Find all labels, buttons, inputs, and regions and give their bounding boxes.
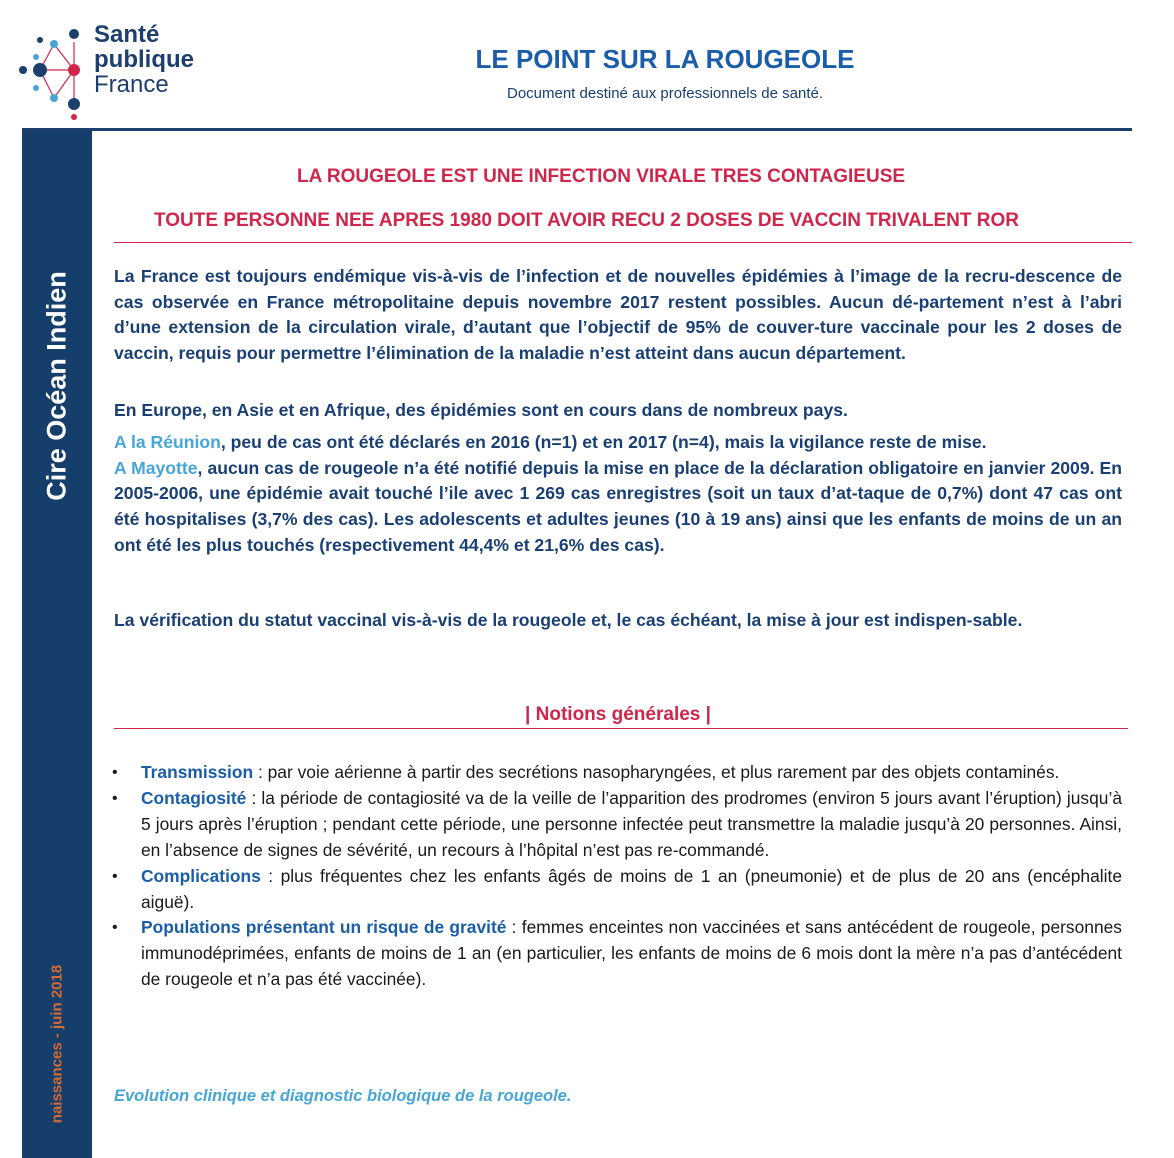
list-item: [108, 864, 1122, 916]
sidebar-title: [22, 250, 92, 522]
header-divider: [22, 128, 1132, 131]
clinical-evolution-link[interactable]: [114, 1087, 571, 1106]
logo-line-2: publique: [94, 46, 194, 73]
mayotte-text: , aucun cas de rougeole n’a été notifié depuis la mise en place de la déclaration obligatoire en janvier 2009. En 2005-2006, une épidémie avait touché l’ile avec 1 269 cas enregistres (soit un taux d’at-taque de 0,7%) dont 47 cas ont été hospitalises (3,7% des cas). Les adolescents et adultes jeunes (10 à 19 ans) ainsi que les enfants de moins de un an ont été les plus touchés (respectivement 44,4% et 21,6% des cas).: [114, 457, 1123, 555]
notion-term: Transmission: [141, 762, 254, 782]
logo-dots-icon: [18, 22, 88, 122]
list-item: [108, 760, 1122, 786]
logo-wordmark: [94, 22, 194, 97]
headline-divider: [114, 242, 1132, 243]
sidebar-title-text: Cire Océan Indien: [41, 271, 72, 501]
bullet-icon: •: [112, 919, 118, 937]
clinical-evolution-link-suffix: .: [566, 1087, 572, 1105]
bullet-icon: •: [112, 764, 118, 781]
headline-vaccine: TOUTE PERSONNE NEE APRES 1980 DOIT AVOIR RECU 2 DOSES DE VACCIN TRIVALENT ROR: [154, 210, 1019, 231]
page-title: LE POINT SUR LA ROUGEOLE: [475, 44, 855, 74]
bullet-icon: •: [112, 789, 118, 807]
reunion-label: A la Réunion: [114, 432, 221, 452]
clinical-evolution-link-text[interactable]: Evolution clinique et diagnostic biologique de la rougeole: [114, 1087, 567, 1105]
notion-text: : par voie aérienne à partir des secrétions nasopharyngées, et plus rarement par des objets contaminés.: [253, 762, 1060, 782]
notion-text: : plus fréquentes chez les enfants âgés de moins de 1 an (pneumonie) et de plus de 20 ans (encéphalite aiguë).: [141, 865, 1122, 912]
list-item: [108, 915, 1122, 993]
section-divider: [114, 728, 1128, 729]
bullet-icon: •: [112, 867, 118, 885]
notion-term: Contagiosité: [141, 787, 247, 808]
sidebar-footer-text: naissances - juin 2018: [48, 964, 66, 1124]
mayotte-label: A Mayotte: [114, 457, 198, 478]
reunion-text: , peu de cas ont été déclarés en 2016 (n=1) et en 2017 (n=4), mais la vigilance reste de mise.: [220, 432, 987, 452]
section-title-notions: | Notions générales |: [525, 704, 711, 725]
notion-text: : femmes enceintes non vaccinées et sans antécédent de rougeole, personnes immunodéprimées, enfants de moins de 1 an (en particulier, les enfants de moins de 6 mois dont la mère n’a pas d’antécédent de rougeole et n’a pas été vaccinée).: [141, 917, 1122, 990]
sidebar-footer: [22, 930, 92, 1158]
notion-term: Complications: [141, 865, 261, 886]
list-item: [108, 786, 1122, 864]
page-subtitle: Document destiné aux professionnels de santé.: [506, 85, 824, 102]
intro-paragraph-world: En Europe, en Asie et en Afrique, des épidémies sont en cours dans de nombreux pays.: [114, 400, 848, 420]
intro-paragraph-france: La France est toujours endémique vis-à-vis de l’infection et de nouvelles épidémies à l’image de la recru-descence de cas observée en France métropolitaine depuis novembre 2017 restent possibles. Aucun dé-partement n’est à l’abri d’une extension de la circulation virale, d’autant que l’objectif de 95% de couver-ture vaccinale pour les 2 doses de vaccin, requis pour permettre l’élimination de la maladie n’est atteint dans aucun département.: [114, 266, 1122, 364]
intro-paragraph-local: [114, 430, 1122, 559]
logo-line-3: France: [94, 71, 169, 98]
intro-paragraph-vaccination: La vérification du statut vaccinal vis-à-vis de la rougeole et, le cas échéant, la mise à jour est indispen-sable.: [114, 610, 1023, 630]
notions-list: [108, 760, 1122, 993]
logo-line-1: Santé: [94, 21, 160, 48]
notion-text: : la période de contagiosité va de la veille de l’apparition des prodromes (environ 5 jours avant l’éruption) jusqu’à 5 jours après l’éruption ; pendant cette période, une personne infectée peut transmettre la maladie jusqu’à 20 personnes. Ainsi, en l’absence de signes de sévérité, un recours à l’hôpital n’est pas re-commandé.: [141, 787, 1122, 860]
headline-contagious: LA ROUGEOLE EST UNE INFECTION VIRALE TRES CONTAGIEUSE: [297, 166, 906, 187]
notion-term: Populations présentant un risque de gravité: [141, 917, 507, 938]
sante-publique-france-logo: [18, 22, 218, 122]
